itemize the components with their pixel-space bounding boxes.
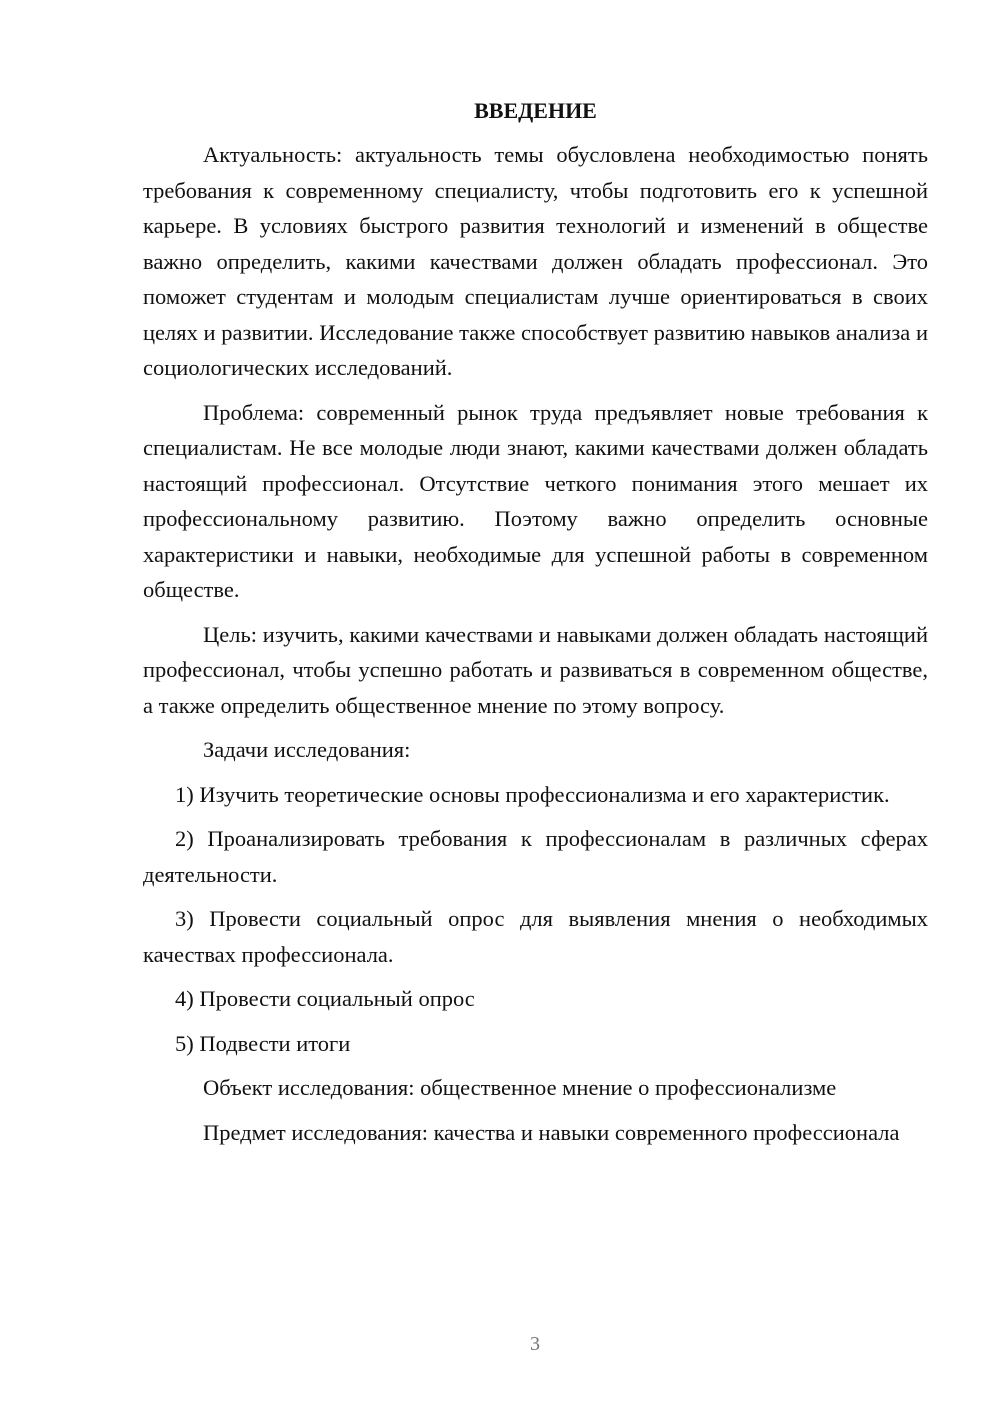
paragraph-problem: Проблема: современный рынок труда предъявляет новые требования к специалистам. Не все молодые люди знают, какими качествами должен обладать настоящий профессионал. Отсутствие четкого понимания этого мешает их профессиональному развитию. Поэтому важно определить основные характеристики и навыки, необходимые для успешной работы в современном обществе. [143, 399, 928, 602]
section-heading: ВВЕДЕНИЕ [474, 98, 597, 123]
page-content [143, 94, 928, 1159]
paragraph-subject: Предмет исследования: качества и навыки современного профессионала [203, 1119, 900, 1145]
page-number: 3 [530, 1333, 540, 1355]
task-item-3: 3) Провести социальный опрос для выявления мнения о необходимых качествах профессионала. [143, 906, 928, 967]
task-item-1: 1) Изучить теоретические основы профессионализма и его характеристик. [175, 781, 890, 807]
task-item-4: 4) Провести социальный опрос [175, 986, 475, 1011]
tasks-title: Задачи исследования: [203, 737, 411, 762]
paragraph-object: Объект исследования: общественное мнение о профессионализме [203, 1075, 837, 1100]
paragraph-relevance: Актуальность: актуальность темы обусловлена необходимостью понять требования к современному специалисту, чтобы подготовить его к успешной карьере. В условиях быстрого развития технологий и изменений в обществе важно определить, какими качествами должен обладать профессионал. Это поможет студентам и молодым специалистам лучше ориентироваться в своих целях и развитии. Исследование также способствует развитию навыков анализа и социологических исследований. [143, 142, 928, 380]
task-item-5: 5) Подвести итоги [175, 1030, 351, 1056]
paragraph-goal: Цель: изучить, какими качествами и навыками должен обладать настоящий профессионал, чтобы успешно работать и развиваться в современном обществе, а также определить общественное мнение по этому вопросу. [143, 621, 928, 718]
task-item-2: 2) Проанализировать требования к профессионалам в различных сферах деятельности. [143, 826, 928, 887]
